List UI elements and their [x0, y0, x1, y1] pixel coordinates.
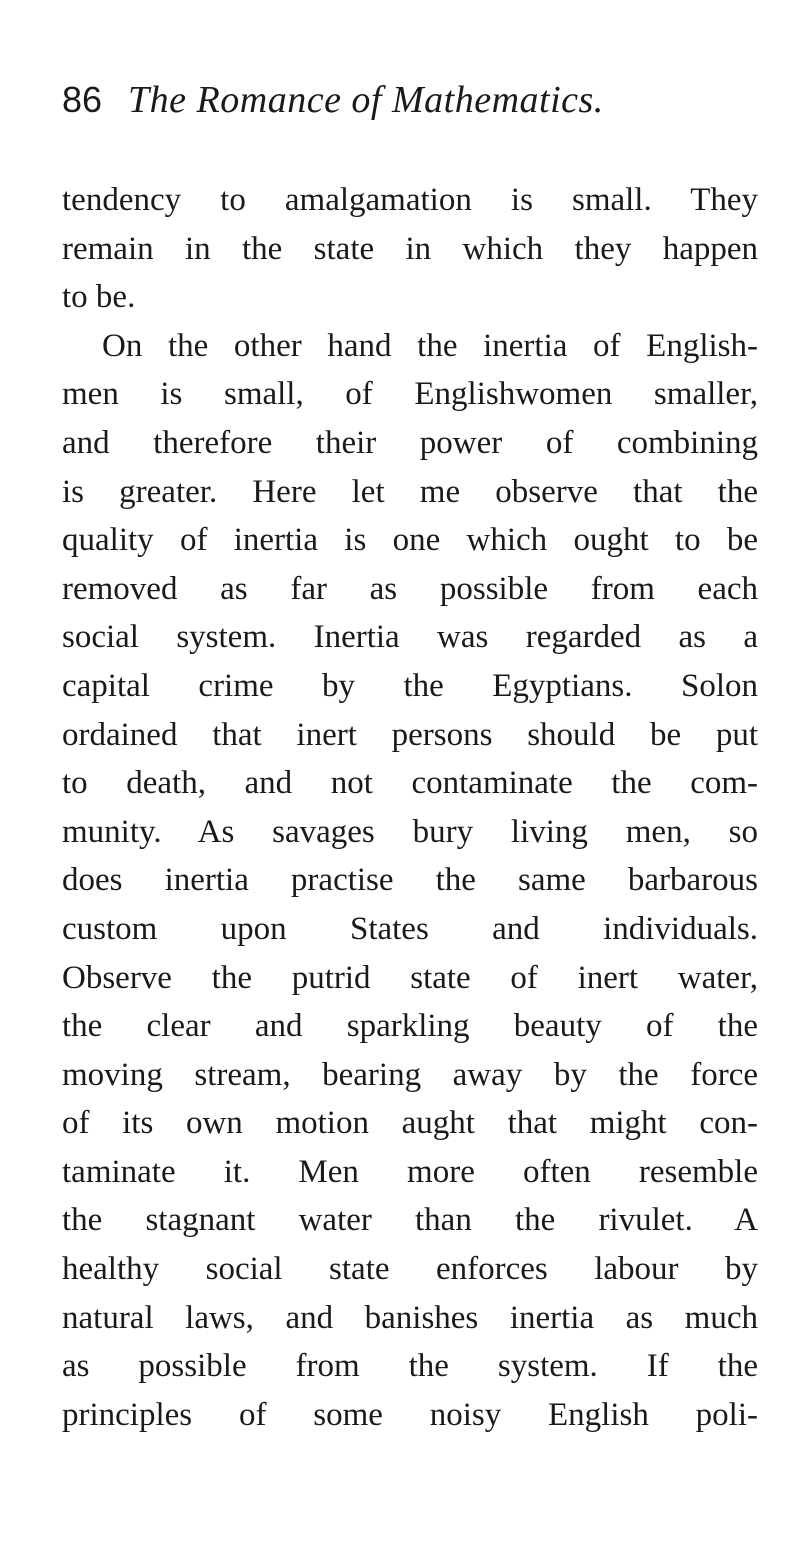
- text-line: to death, and not contaminate the com-: [62, 765, 758, 802]
- text-line: as possible from the system. If the: [62, 1348, 758, 1385]
- text-line: the stagnant water than the rivulet. A: [62, 1202, 758, 1239]
- text-line: removed as far as possible from each: [62, 570, 758, 607]
- text-line: natural laws, and banishes inertia as much: [62, 1299, 758, 1336]
- text-line: munity. As savages bury living men, so: [62, 813, 758, 850]
- text-line: quality of inertia is one which ought to be: [62, 522, 758, 559]
- text-line: men is small, of Englishwomen smaller,: [62, 376, 758, 413]
- text-line: principles of some noisy English poli-: [62, 1396, 758, 1433]
- text-line: On the other hand the inertia of English-: [102, 327, 758, 364]
- text-line: does inertia practise the same barbarous: [62, 862, 758, 899]
- text-line: is greater. Here let me observe that the: [62, 473, 758, 510]
- text-line: Observe the putrid state of inert water,: [62, 959, 758, 996]
- body-text: [62, 176, 758, 1439]
- running-head: [62, 78, 762, 128]
- running-title: The Romance of Mathematics.: [128, 79, 604, 121]
- text-line: to be.: [62, 279, 136, 316]
- text-line: custom upon States and individuals.: [62, 910, 758, 947]
- text-line: tendency to amalgamation is small. They: [62, 182, 758, 218]
- text-line: and therefore their power of combining: [62, 424, 758, 461]
- text-line: remain in the state in which they happen: [62, 230, 758, 267]
- text-line: moving stream, bearing away by the force: [62, 1056, 758, 1093]
- text-line: healthy social state enforces labour by: [62, 1251, 758, 1288]
- text-line: of its own motion aught that might con-: [62, 1105, 758, 1142]
- page-number: 86: [62, 79, 103, 120]
- text-line: ordained that inert persons should be put: [62, 716, 758, 753]
- text-line: capital crime by the Egyptians. Solon: [62, 667, 758, 704]
- text-line: the clear and sparkling beauty of the: [62, 1008, 758, 1045]
- text-line: taminate it. Men more often resemble: [62, 1153, 758, 1190]
- text-line: social system. Inertia was regarded as a: [62, 619, 758, 656]
